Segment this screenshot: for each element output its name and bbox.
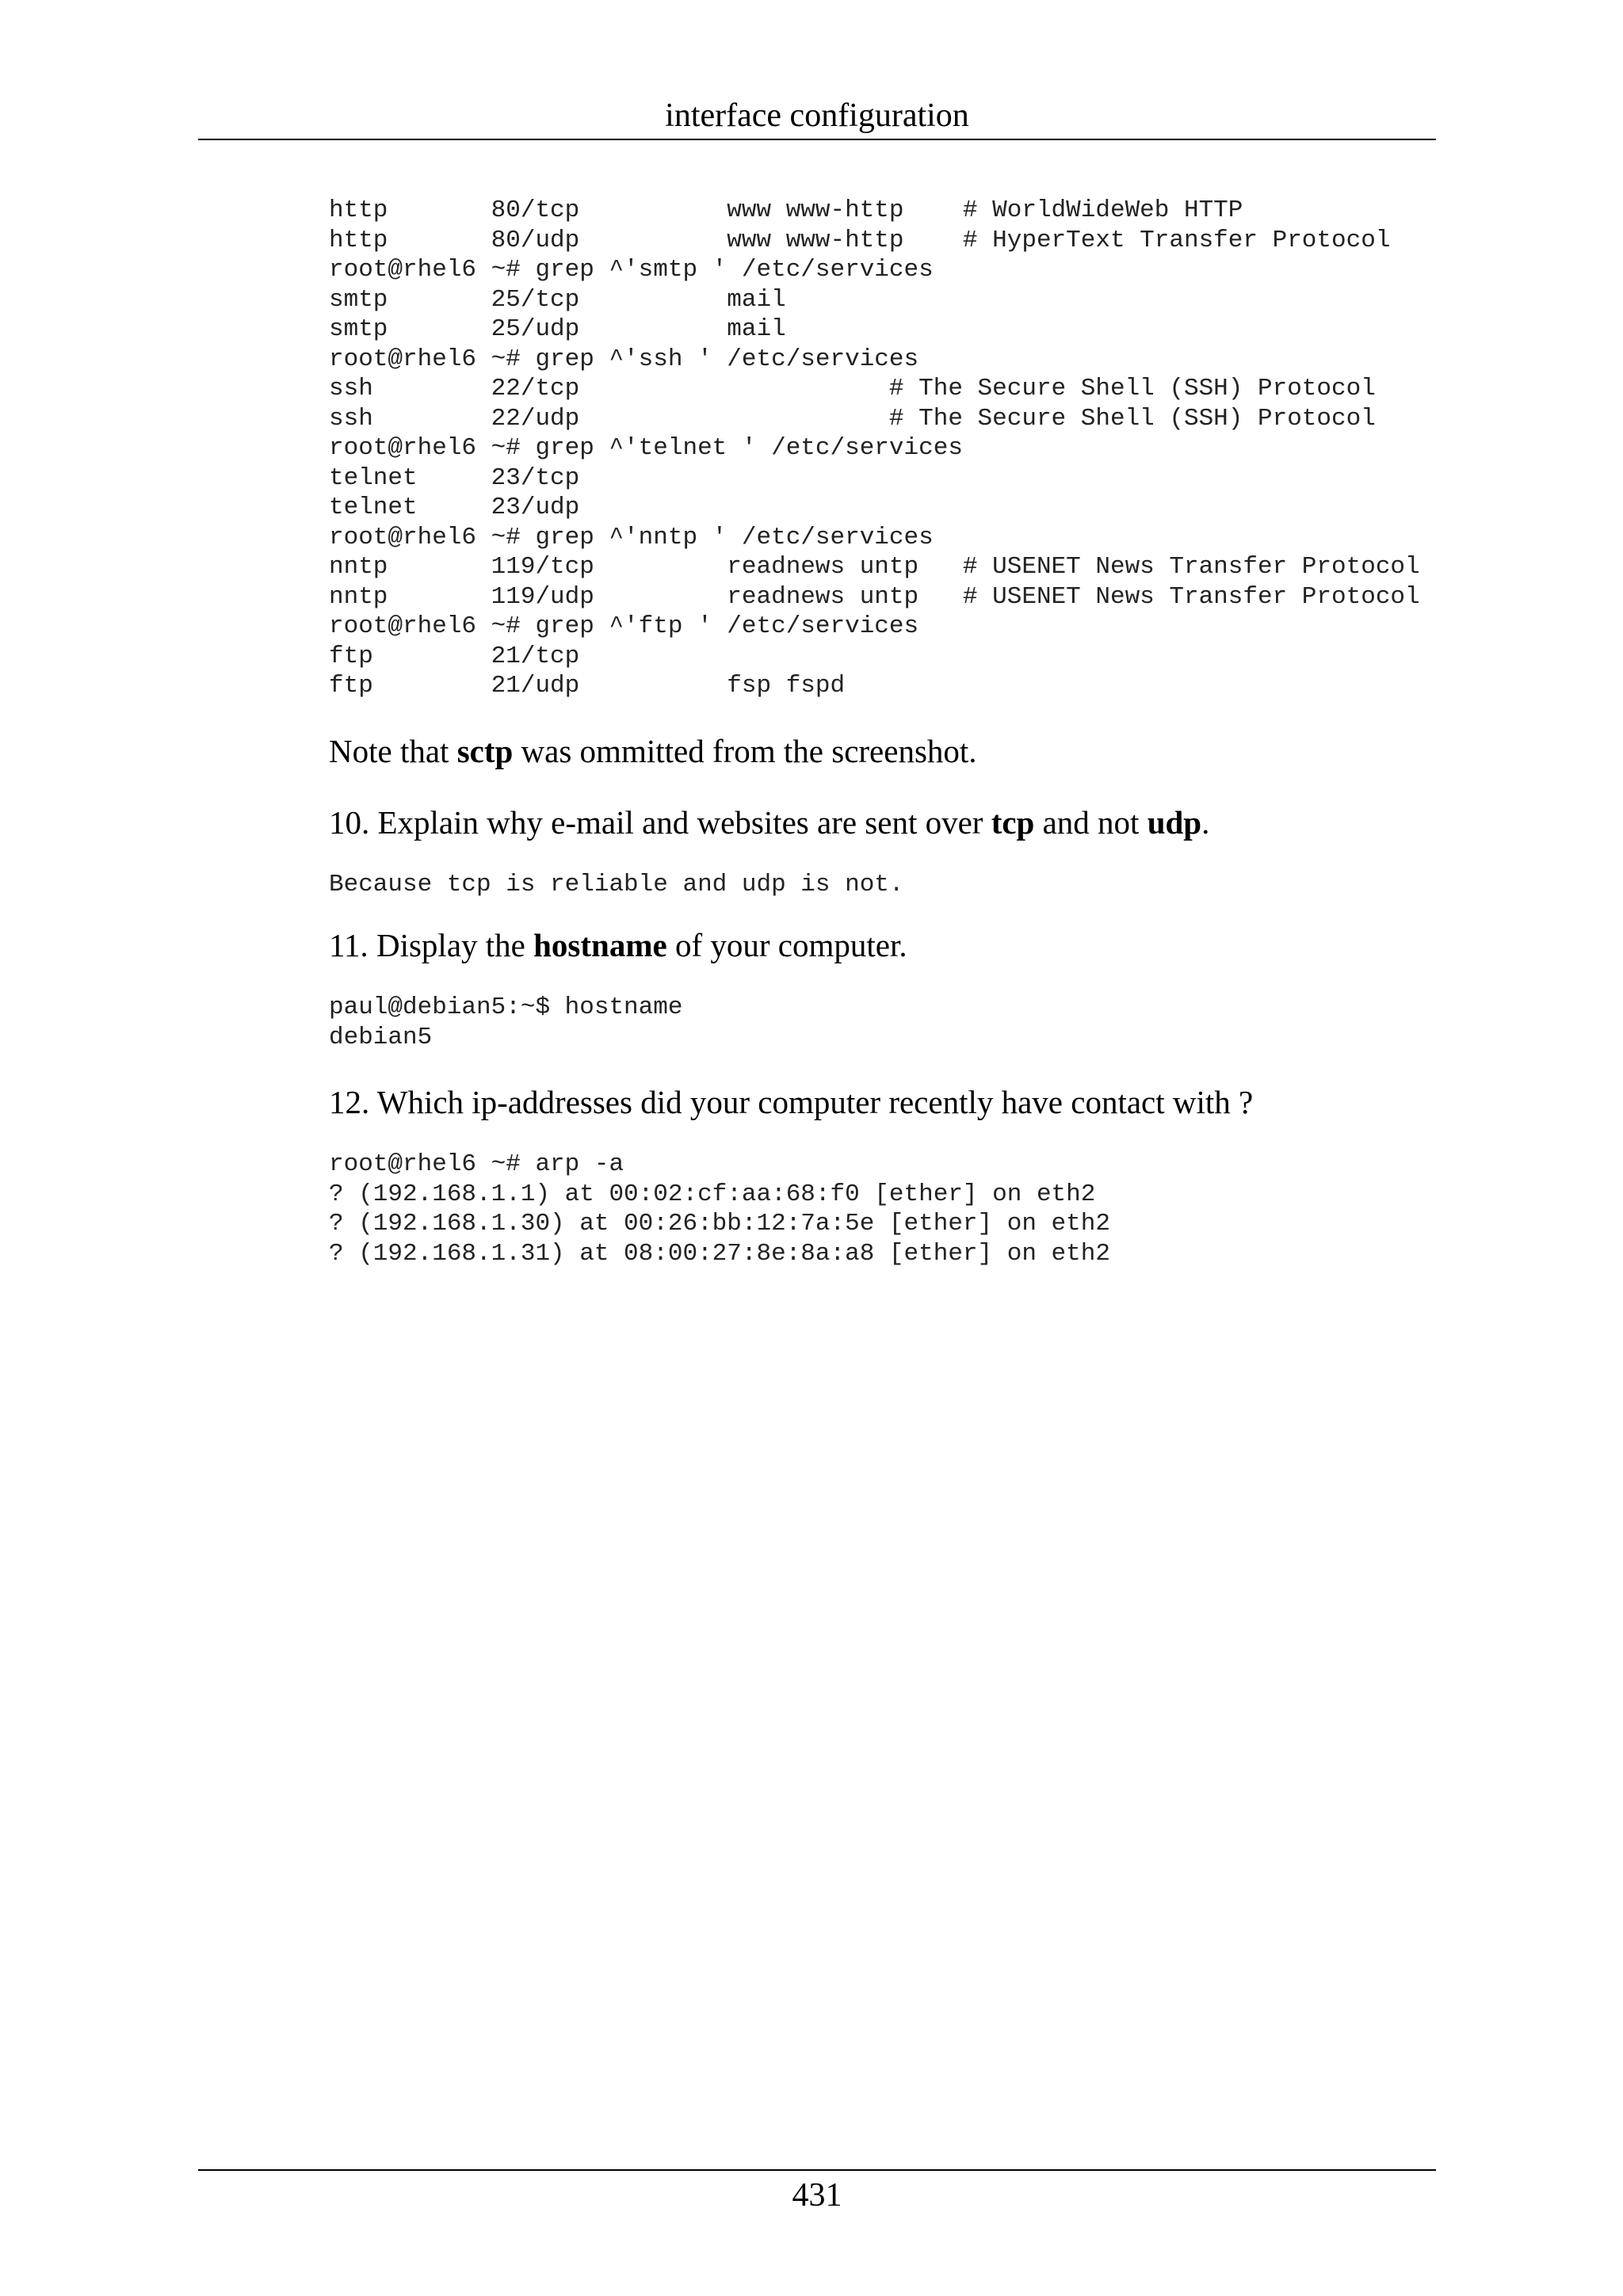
code-line: nntp 119/udp readnews untp # USENET News Transfer Protocol	[329, 582, 1420, 611]
code-line: root@rhel6 ~# grep ^'nntp ' /etc/services	[329, 523, 934, 551]
answer-10-code	[329, 870, 1454, 900]
question-10-text: 10. Explain why e-mail and websites are sent over	[329, 803, 991, 841]
answer-11-code	[329, 993, 1454, 1052]
page-number: 431	[792, 2177, 842, 2214]
code-line: smtp 25/tcp mail	[329, 285, 786, 314]
question-10-bold-tcp: tcp	[991, 803, 1035, 841]
note-bold-term: sctp	[456, 732, 514, 769]
code-line: ssh 22/tcp # The Secure Shell (SSH) Protocol	[329, 375, 1376, 402]
question-11	[329, 925, 1454, 966]
code-line: root@rhel6 ~# grep ^'ssh ' /etc/services	[329, 345, 919, 373]
question-11-bold-hostname: hostname	[533, 927, 667, 963]
code-line: ? (192.168.1.30) at 00:26:bb:12:7a:5e [ether] on eth2	[329, 1210, 1110, 1238]
code-line: Because tcp is reliable and udp is not.	[329, 870, 904, 898]
code-line: debian5	[329, 1023, 433, 1051]
question-10-bold-udp: udp	[1147, 803, 1202, 841]
code-line: ssh 22/udp # The Secure Shell (SSH) Protocol	[329, 404, 1376, 433]
code-line: root@rhel6 ~# arp -a	[329, 1150, 624, 1178]
question-10-text-suffix: .	[1201, 803, 1210, 841]
code-line: root@rhel6 ~# grep ^'telnet ' /etc/services	[329, 434, 963, 462]
code-line: root@rhel6 ~# grep ^'smtp ' /etc/services	[329, 256, 934, 284]
note-text-suffix: was ommitted from the screenshot.	[513, 732, 977, 769]
answer-12-code	[329, 1150, 1454, 1268]
code-line: smtp 25/udp mail	[329, 315, 786, 343]
code-line: ftp 21/tcp	[329, 642, 580, 670]
code-line: ? (192.168.1.1) at 00:02:cf:aa:68:f0 [ether] on eth2	[329, 1180, 1096, 1208]
question-11-text: 11. Display the	[329, 927, 534, 963]
footer-rule	[198, 2169, 1436, 2171]
code-line: telnet 23/udp	[329, 494, 580, 521]
code-line: ? (192.168.1.31) at 08:00:27:8e:8a:a8 [ether] on eth2	[329, 1239, 1110, 1268]
header-rule	[198, 139, 1436, 140]
note-paragraph	[329, 730, 1454, 772]
code-line: paul@debian5:~$ hostname	[329, 994, 683, 1021]
question-11-text-suffix: of your computer.	[666, 927, 907, 963]
note-text: Note that	[329, 732, 457, 769]
page-content	[329, 196, 1454, 1268]
code-line: http 80/tcp www www-http # WorldWideWeb HTTP	[329, 196, 1243, 224]
code-line: nntp 119/tcp readnews untp # USENET News Transfer Protocol	[329, 553, 1420, 581]
services-code-block	[329, 196, 1454, 701]
code-line: http 80/udp www www-http # HyperText Transfer Protocol	[329, 226, 1391, 254]
question-10-text-middle: and not	[1034, 803, 1148, 841]
code-line: root@rhel6 ~# grep ^'ftp ' /etc/services	[329, 612, 919, 640]
code-line: ftp 21/udp fsp fspd	[329, 672, 846, 700]
question-10	[329, 802, 1454, 843]
running-header: interface configuration	[665, 97, 969, 134]
code-line: telnet 23/tcp	[329, 463, 580, 492]
question-12: 12. Which ip-addresses did your computer recently have contact with ?	[329, 1084, 1254, 1120]
